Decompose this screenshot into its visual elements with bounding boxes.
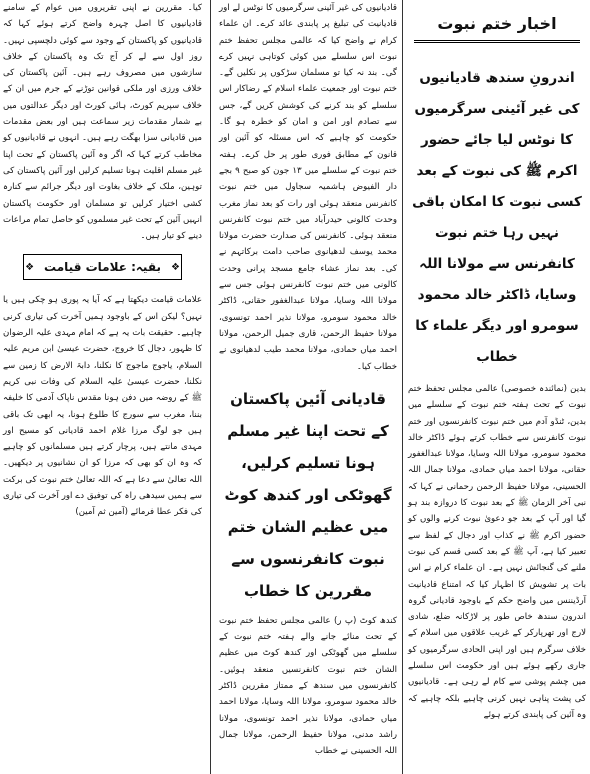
section-kicker: اخبار ختم نبوت [437, 14, 557, 33]
article-headline: قادیانی آئین پاکستان کے تحت اپنا غیر مسلم ہونا تسلیم کرلیں، گھوٹکی اور کندھ کوٹ میں عظیم الشان ختم نبوت کانفرنسوں سے مقررین کا خطاب [224, 389, 392, 600]
article-body-continued: کیا۔ مقررین نے اپنی تقریروں میں عوام کے سامنے قادیانیوں کا اصل چہرہ واضح کرتے ہوئے کہا کہ قادیانیوں کو پاکستان کے وجود سے کوئی دلچسپی نہیں۔ روز اول سے لے کر آج تک وہ پاکستان کے خلاف سازشوں میں مصروف رہے ہیں۔ آئین پاکستان کی خلاف ورزی اور ملکی قوانین توڑنے کے جرم میں ان کے خلاف سپریم کورٹ، ہائی کورٹ اور دیگر عدالتوں میں بے شمار مقدمات زیر سماعت ہیں اور بعض مقدمات میں قادیانی سزا بھگت رہے ہیں۔ انہوں نے قادیانیوں کو مخاطب کرتے کہا کہ اگر وہ آئین پاکستان کے تحت اپنا غیر مسلم اقلیت ہونا تسلیم کرلیں اور آئین پاکستان کی توہین، ملک کے خلاف بغاوت اور دیگر جرائم سے کنارہ کشی اختیار کرلیں تو مسلمان اور حکومت پاکستان انہیں آئین کے تحت غیر مسلموں کو حاصل تمام مراعات دینے کو تیار ہیں۔ [3, 3, 202, 242]
kicker-underline [414, 40, 580, 43]
right-column [406, 0, 590, 774]
column-divider [210, 0, 211, 774]
column-divider [402, 0, 403, 774]
ornament-icon: ❖ [25, 261, 35, 273]
article-body: بدین (نمائندہ خصوصی) عالمی مجلس تحفظ ختم نبوت کے تحت ہفتہ ختم نبوت کے سلسلے میں بدین، ٹنڈو آدم میں ختم نبوت کانفرنسوں اور ختم نبوت کانفرنس سے خطاب کرتے ہوئے ڈاکٹر خالد محمود سومرو، مولانا اللہ وسایا، مولانا عبدالغفور حقانی، مولانا احمد میاں حمادی، مولانا جمال اللہ الحسینی، مولانا حفیظ الرحمن رحمانی نے کہا کہ نبی آخر الزمان ﷺ کے بعد نبوت کا دروازہ بند ہو گیا اور آپ کے بعد جو دعویٰ نبوت کرنے والوں کو حضور اکرم ﷺ نے کذاب اور دجال کے لفظ سے تعبیر کیا ہے، آپ ﷺ کے بعد کسی قسم کی نبوت ملنے کی گنجائش نہیں ہے۔ ان علماء کرام نے اس بات پر تشویش کا اظہار کیا کہ امتناع قادیانیت آرڈیننس میں واضح حکم کے باوجود قادیانی گروہ اندرون سندھ خاص طور پر لاڑکانہ ضلع، شادی لارج اور تھرپارکر کے غریب علاقوں میں اسلام کے خلاف سرگرم ہیں اور اپنی الحادی سرگرمیوں کو جاری رکھے ہوئے ہیں اور حکومت اس سلسلے میں چشم پوشی سے کام لے رہی ہے۔ قادیانیوں کی پشت پناہی نہیں کرنی چاہیے بلکہ چاہیے کہ وہ آئین کی پابندی کرتے ہوئے [408, 384, 586, 720]
article-body: علامات قیامت دیکھتا ہے کہ آیا یہ پوری ہو چکی ہیں یا نہیں؟ لیکن اس کے باوجود ہمیں آخرت کی تیاری کرنی چاہیے۔ حقیقت بات یہ ہے کہ امام مہدی علیہ الرضوان کا ظہور، دجال کا خروج، حضرت عیسیٰ ابن مریم علیہ السلام، یاجوج ماجوج کا نکلنا، دابۃ الارض کا زمین سے نکلنا، حضرت عیسیٰ علیہ السلام کی وفات نبی کریم ﷺ کے روضہ میں دفن ہونا مقدس ناپاک آدمی کا خلیفہ بننا، مغرب سے سورج کا طلوع ہونا، یہ ابھی تک باقی ہیں جو لوگ مرزا غلام احمد قادیانی کو مسیح اور مہدی مانتے ہیں، پرچار کرتے ہیں مسلمانوں کو چاہیے کہ وہ ان کو بھی کہ مرزا کو ان نشانیوں پر دیکھیں۔ اللہ تعالیٰ سے دعا ہے کہ اللہ تعالیٰ ختم نبوت کی برکت سے ہمیں سیدھی راہ کی توفیق دے اور آخرت کی تیاری کی فکر عطا فرمائے (آمین ثم آمین) [3, 295, 202, 518]
continuation-badge [23, 254, 182, 280]
article-headline: اندرونِ سندھ قادیانیوں کی غیر آئینی سرگرمیوں کا نوٹس لیا جائے حضور اکرم ﷺ کی نبوت کے بعد کسی نبوت کا امکان باقی نہیں رہا ختم نبوت کانفرنس سے مولانا اللہ وسایا، ڈاکٹر خالد محمود سومرو اور دیگر علماء کا خطاب [412, 70, 582, 365]
article-body-continued: قادیانیوں کی غیر آئینی سرگرمیوں کا نوٹس لے اور قادیانیت کی تبلیغ پر پابندی عائد کرے۔ ان علماء کرام نے واضح کیا کہ عالمی مجلس تحفظ ختم نبوت اس سلسلے میں کوئی کوتاہی نہیں کرے گی۔ بند نہ کیا تو مسلمان سڑکوں پر نکلیں گے۔ ختم نبوت اور جمعیت علماء اسلام کے رضاکار اس سلسلے کو بند کرنے کی کوشش کریں گے، جس سے تصادم اور امن و امان کو خطرہ ہو گا۔ حکومت کو چاہیے کہ اس مسئلہ کو آئین اور قانون کے مطابق فوری طور پر حل کرے۔ ہفتہ ختم نبوت کے سلسلے میں ۱۳ جون کو صبح ۹ بجے دار الفیوض ہاشمیہ سجاول میں ختم نبوت کانفرنس منعقد ہوئی اور رات کو بعد نماز مغرب وحدت کالونی حیدرآباد میں ختم نبوت کانفرنس منعقد ہوئی۔ کانفرنس کی صدارت حضرت مولانا محمد یوسف لدھیانوی صاحب دامت برکاتہم نے کی۔ بعد نماز عشاء جامع مسجد پرانی وحدت کالونی میں ختم نبوت کانفرنس ہوئی جس سے مولانا اللہ وسایا، مولانا عبدالغفور حقانی، ڈاکٹر خالد محمود سومرو، مولانا نذیر احمد تونسوی، مولانا حفیظ الرحمن، قاری جمیل الرحمن، مولانا احمد میاں حمادی، مولانا محمد طیب لدھیانوی نے خطاب کیا۔ [219, 3, 397, 372]
middle-column [216, 0, 400, 774]
left-column [0, 0, 206, 774]
ornament-icon: ❖ [170, 261, 180, 273]
continuation-label: بقیہ: علامات قیامت [44, 260, 161, 275]
article-body: کندھ کوٹ (پ ر) عالمی مجلس تحفظ ختم نبوت کے تحت منائے جانے والے ہفتہ ختم نبوت کے سلسلے میں گھوٹکی اور کندھ کوٹ میں عظیم الشان ختم نبوت کانفرنسیں منعقد ہوئیں۔ کانفرنسوں میں سندھ کے ممتاز مقررین ڈاکٹر خالد محمود سومرو، مولانا اللہ وسایا، مولانا احمد میاں حمادی، مولانا نذیر احمد تونسوی، مولانا راشد مدنی، مولانا حفیظ الرحمن، مولانا جمال اللہ الحسینی نے خطاب [219, 615, 397, 757]
